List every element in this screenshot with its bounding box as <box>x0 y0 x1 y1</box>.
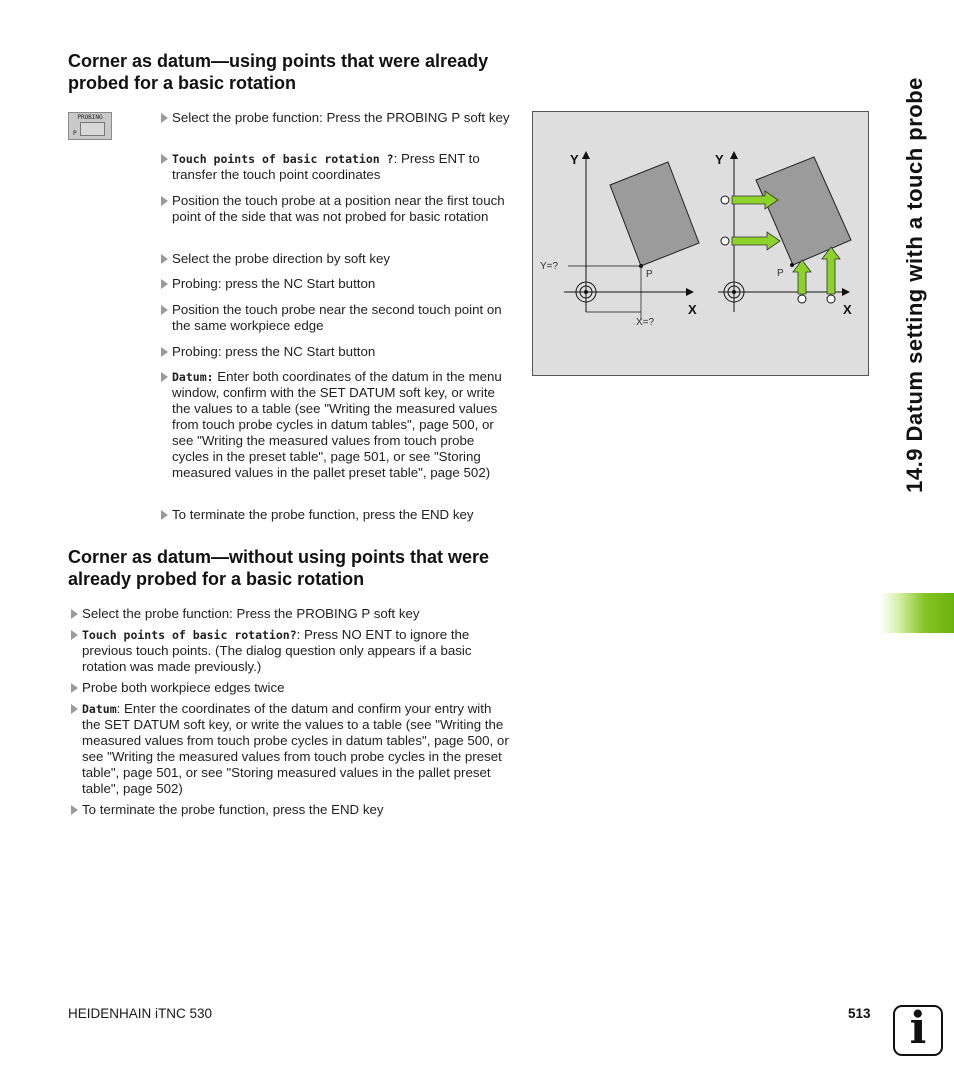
left-x-axis-label: X <box>688 302 697 317</box>
x-unknown-label: X=? <box>636 317 655 328</box>
chapter-sidebar-title <box>895 40 935 530</box>
probe-point <box>798 295 806 303</box>
probe-direction-arrow-up <box>793 260 811 294</box>
corner-datum-diagram <box>532 111 869 376</box>
page-number: 513 <box>848 1006 871 1021</box>
bullet-arrow-icon <box>161 196 168 206</box>
p-point <box>639 264 643 268</box>
step-text: : Enter the coordinates of the datum and confirm your entry with the SET DATUM soft key, or write the values to a table (see "Writing the measured values from touch probe cycles in datum tables", page 500, or see "Writing the measured values from touch probe cycles in the preset table", page 501, or see "Storing measured values in the pallet preset table", page 502) <box>82 701 509 796</box>
bullet-arrow-icon <box>71 630 78 640</box>
chapter-tab-marker <box>880 593 954 633</box>
footer-manual-name: HEIDENHAIN iTNC 530 <box>68 1006 213 1021</box>
dialog-code: Datum: <box>172 370 214 384</box>
step-text: Select the probe direction by soft key <box>172 251 391 266</box>
softkey-label: PROBING <box>77 114 103 121</box>
bullet-arrow-icon <box>161 305 168 315</box>
datum-center <box>584 290 588 294</box>
p-point <box>790 263 794 267</box>
bullet-arrow-icon <box>161 254 168 264</box>
probe-point <box>721 237 729 245</box>
probe-direction-arrow-up <box>822 247 840 294</box>
step-text: Select the probe function: Press the PROBING P soft key <box>82 606 420 621</box>
softkey-letter: P <box>73 130 77 137</box>
softkey-graphic <box>80 122 105 136</box>
right-x-axis-label: X <box>843 302 852 317</box>
bullet-arrow-icon <box>161 510 168 520</box>
y-unknown-label: Y=? <box>540 261 559 272</box>
dialog-code: Touch points of basic rotation ? <box>172 152 394 166</box>
step-text: : Press ENT to transfer the touch point coordinates <box>172 151 480 182</box>
step-text: To terminate the probe function, press the END key <box>82 802 384 817</box>
step-item <box>82 701 512 797</box>
bullet-arrow-icon <box>161 113 168 123</box>
right-y-axis-label: Y <box>715 152 724 167</box>
section-heading-without-rotation: Corner as datum—without using points that were already probed for a basic rotation <box>68 547 490 589</box>
step-item <box>172 507 512 523</box>
step-item <box>82 680 512 696</box>
info-icon: i <box>893 1005 943 1056</box>
probe-direction-arrow-right <box>732 232 780 250</box>
probe-point <box>827 295 835 303</box>
step-text: : Press NO ENT to ignore the previous touch points. (The dialog question only appears if a basic rotation was made previously.) <box>82 627 472 674</box>
step-item <box>82 802 512 818</box>
bullet-arrow-icon <box>71 683 78 693</box>
workpiece-rect <box>610 162 699 266</box>
left-panel <box>540 152 699 328</box>
step-text: Probing: press the NC Start button <box>172 344 376 359</box>
step-item <box>172 251 512 267</box>
bullet-arrow-icon <box>161 279 168 289</box>
step-item <box>172 110 512 126</box>
bullet-arrow-icon <box>161 372 168 382</box>
step-item <box>172 151 512 183</box>
step-text: Position the touch probe at a position near the first touch point of the side that was not probed for basic rotation <box>172 193 505 224</box>
left-p-label: P <box>646 269 653 280</box>
bullet-arrow-icon <box>161 154 168 164</box>
bullet-arrow-icon <box>71 805 78 815</box>
probing-softkey-icon <box>68 112 112 140</box>
step-text: Enter both coordinates of the datum in the menu window, confirm with the SET DATUM soft key, or write the values to a table (see "Writing the measured values from touch probe cycles in datum tables", page 500, or see "Writing the measured values from touch probe cycles in the preset table", page 501, or see "Storing measured values in the pallet preset table", page 502) <box>172 369 502 480</box>
step-item <box>172 276 512 292</box>
dialog-code: Touch points of basic rotation? <box>82 628 297 642</box>
step-item <box>172 193 512 225</box>
bullet-arrow-icon <box>71 609 78 619</box>
step-item <box>172 369 512 481</box>
bullet-arrow-icon <box>161 347 168 357</box>
step-item <box>82 606 512 622</box>
right-panel <box>715 152 852 317</box>
chapter-title-text: 14.9 Datum setting with a touch probe <box>902 77 927 493</box>
bullet-arrow-icon <box>71 704 78 714</box>
step-item <box>172 344 512 360</box>
probe-point <box>721 196 729 204</box>
workpiece-rect <box>756 157 851 265</box>
step-text: Select the probe function: Press the PROBING P soft key <box>172 110 510 125</box>
dialog-code: Datum <box>82 702 117 716</box>
step-item <box>82 627 512 675</box>
step-text: Probe both workpiece edges twice <box>82 680 285 695</box>
right-p-label: P <box>777 268 784 279</box>
section-heading-with-rotation: Corner as datum—using points that were already probed for a basic rotation <box>68 51 489 93</box>
step-text: Position the touch probe near the second touch point on the same workpiece edge <box>172 302 502 333</box>
step-text: Probing: press the NC Start button <box>172 276 376 291</box>
left-y-axis-label: Y <box>570 152 579 167</box>
step-text: To terminate the probe function, press the END key <box>172 507 474 522</box>
datum-center <box>732 290 736 294</box>
step-item <box>172 302 512 334</box>
